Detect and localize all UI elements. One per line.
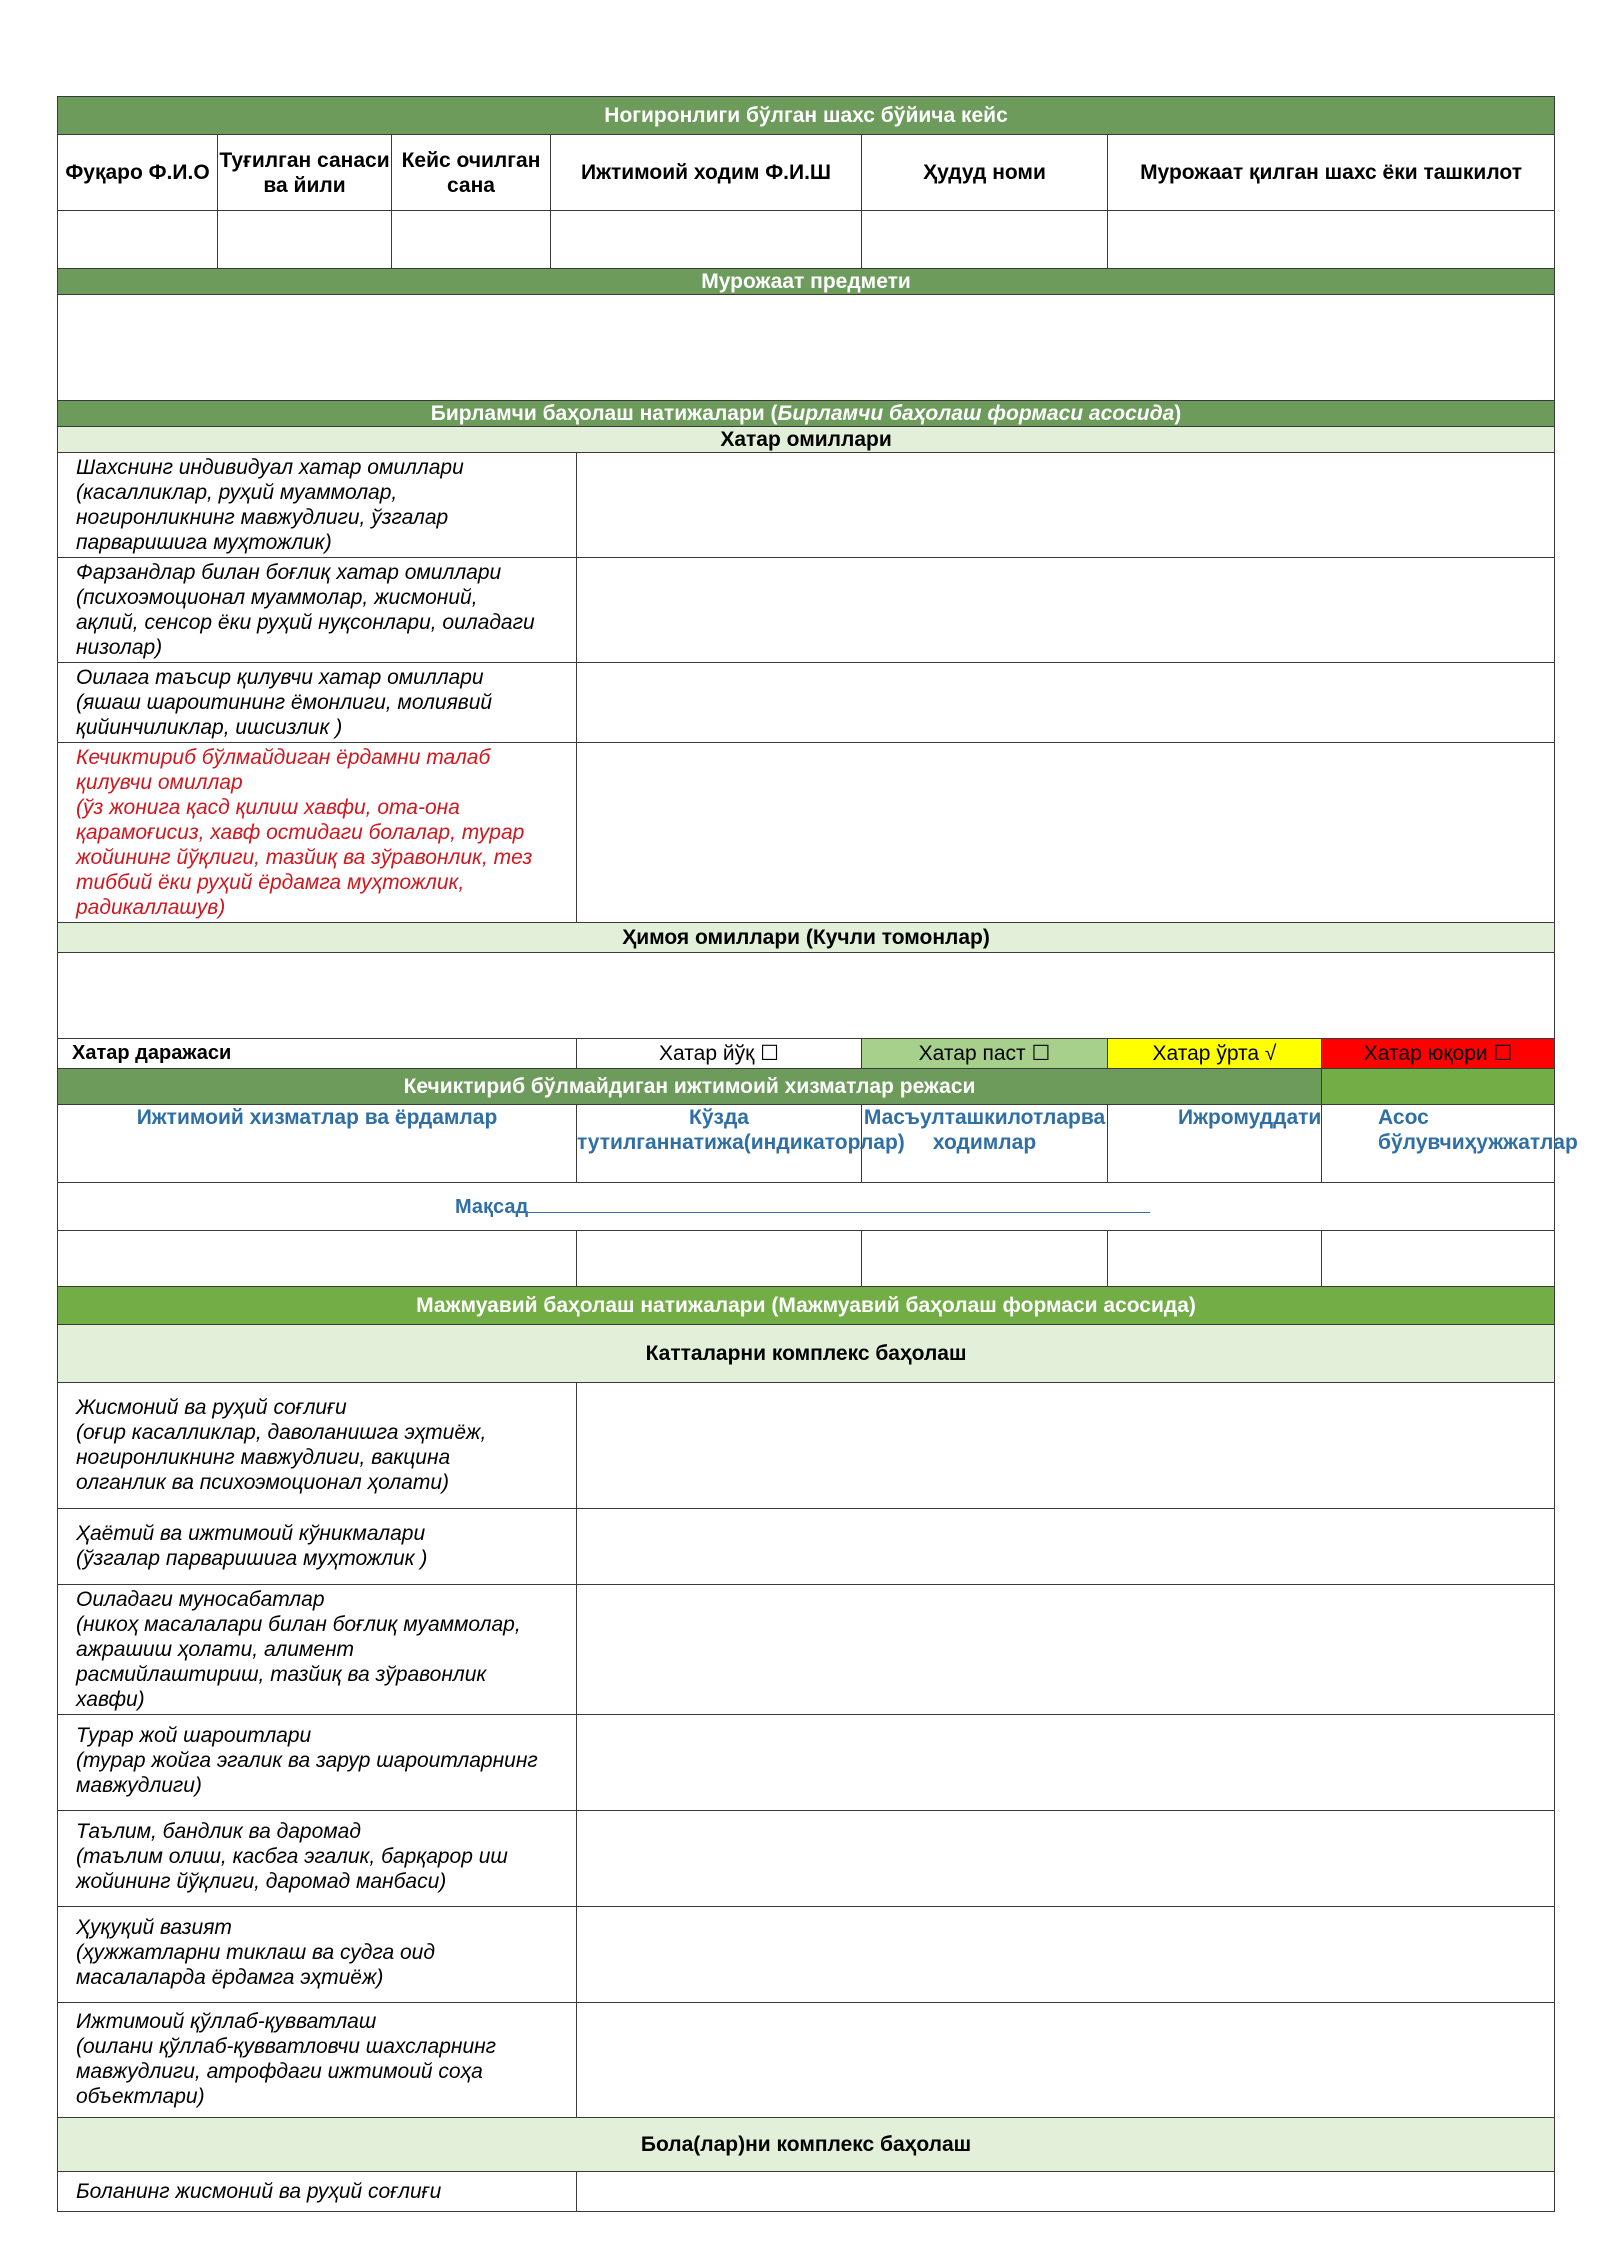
adult-education-label: Таълим, бандлик ва даромад (таълим олиш, касбга эгалик, барқарор иш жойининг йўқлиги, даромад манбаси) (58, 1811, 577, 1907)
field-birth-date[interactable] (218, 211, 392, 269)
adult-housing-label: Турар жой шароитлари (турар жойга эгалик ва зарур шароитларнинг мавжудлиги) (58, 1715, 577, 1811)
adult-health-field[interactable] (577, 1383, 1555, 1509)
risk-level-high-option[interactable]: Хатар юқори ☐ (1322, 1039, 1555, 1069)
risk-level-label: Хатар даражаси (58, 1039, 577, 1069)
urgent-factor-field[interactable] (577, 743, 1555, 923)
plan-col-services: Ижтимоий хизматлар ва ёрдамлар (58, 1105, 577, 1183)
plan-field-deadline[interactable] (1108, 1231, 1322, 1287)
risk-level-none-option[interactable]: Хатар йўқ ☐ (577, 1039, 862, 1069)
field-case-open-date[interactable] (392, 211, 551, 269)
urgent-factor-label: Кечиктириб бўлмайдиган ёрдамни талаб қилувчи омиллар (ўз жонига қасд қилиш хавфи, ота-она қарамоғисиз, хавф остидаги болалар, турар жойининг йўқлиги, тазйиқ ва зўравонлик, тез тиббий ёки руҳий ёрдамга муҳтожлик, радикаллашув) (58, 743, 577, 923)
plan-goal-line[interactable] (528, 1194, 1150, 1213)
adult-health-label: Жисмоний ва руҳий соғлиғи (оғир касалликлар, даволанишга эҳтиёж, ногиронликнинг мавжудлиги, вакцина олганлик ва психоэмоционал ҳолати) (58, 1383, 577, 1509)
header-col-social-worker: Ижтимоий ходим Ф.И.Ш (551, 135, 862, 211)
risk-factor-children-label: Фарзандлар билан боғлиқ хатар омиллари (психоэмоционал муаммолар, жисмоний, ақлий, сенсор ёки руҳий нуқсонлари, оиладаги низолар) (58, 558, 577, 663)
section-subject-title: Мурожаат предмети (58, 269, 1555, 295)
plan-col-responsible: Масъулташкилотларва ходимлар (862, 1105, 1108, 1183)
children-assessment-title: Бола(лар)ни комплекс баҳолаш (58, 2118, 1555, 2172)
risk-level-low-option[interactable]: Хатар паст ☐ (862, 1039, 1108, 1069)
risk-factor-children-field[interactable] (577, 558, 1555, 663)
risk-factor-individual-field[interactable] (577, 453, 1555, 558)
header-col-applicant: Мурожаат қилган шахс ёки ташкилот (1108, 135, 1555, 211)
adult-skills-label: Ҳаётий ва ижтимоий кўникмалари (ўзгалар парваришига муҳтожлик ) (58, 1509, 577, 1585)
adult-legal-label: Ҳуқуқий вазият (ҳужжатларни тиклаш ва судга оид масалаларда ёрдамга эҳтиёж) (58, 1907, 577, 2003)
field-region[interactable] (862, 211, 1108, 269)
field-subject[interactable] (58, 295, 1555, 401)
header-col-case-open-date: Кейс очилган сана (392, 135, 551, 211)
plan-goal-label: Мақсад (455, 1196, 529, 1218)
adult-education-field[interactable] (577, 1811, 1555, 1907)
adult-social-support-field[interactable] (577, 2003, 1555, 2118)
plan-col-expected-result: Кўзда тутилганнатижа(индикаторлар) (577, 1105, 862, 1183)
plan-field-documents[interactable] (1322, 1231, 1555, 1287)
urgent-plan-title: Кечиктириб бўлмайдиган ижтимоий хизматлар режаси (58, 1069, 1322, 1105)
header-col-citizen-name: Фуқаро Ф.И.О (58, 135, 218, 211)
adult-social-support-label: Ижтимоий қўллаб-қувватлаш (оилани қўллаб-қувватловчи шахсларнинг мавжудлиги, атрофдаги ижтимоий соҳа объектлари) (58, 2003, 577, 2118)
case-form-table (57, 96, 1578, 2212)
child-health-field[interactable] (577, 2172, 1555, 2212)
header-col-region: Ҳудуд номи (862, 135, 1108, 211)
child-health-label: Боланинг жисмоний ва руҳий соғлиғи (58, 2172, 577, 2212)
header-col-birth-date: Туғилган санаси ва йили (218, 135, 392, 211)
plan-field-expected-result[interactable] (577, 1231, 862, 1287)
field-applicant[interactable] (1108, 211, 1555, 269)
section-primary-title: Бирламчи баҳолаш натижалари (Бирламчи баҳолаш формаси асосида) (58, 401, 1555, 427)
complex-title: Мажмуавий баҳолаш натижалари (Мажмуавий баҳолаш формаси асосида) (58, 1287, 1555, 1325)
field-citizen-name[interactable] (58, 211, 218, 269)
adult-housing-field[interactable] (577, 1715, 1555, 1811)
plan-field-services[interactable] (58, 1231, 577, 1287)
urgent-plan-title-side (1322, 1069, 1555, 1105)
plan-goal-row (58, 1183, 1555, 1231)
adult-family-relations-field[interactable] (577, 1585, 1555, 1715)
protective-factors-title: Ҳимоя омиллари (Кучли томонлар) (58, 923, 1555, 953)
risk-level-mid-option[interactable]: Хатар ўрта √ (1108, 1039, 1322, 1069)
risk-factor-family-field[interactable] (577, 663, 1555, 743)
plan-col-deadline: Ижромуддати (1108, 1105, 1322, 1183)
form-title: Ногиронлиги бўлган шахс бўйича кейс (58, 97, 1555, 135)
plan-field-responsible[interactable] (862, 1231, 1108, 1287)
adult-skills-field[interactable] (577, 1509, 1555, 1585)
adult-family-relations-label: Оиладаги муносабатлар (никоҳ масалалари билан боғлиқ муаммолар, ажрашиш ҳолати, алимент расмийлаштириш, тазйиқ ва зўравонлик хавфи) (58, 1585, 577, 1715)
adult-legal-field[interactable] (577, 1907, 1555, 2003)
risk-factor-family-label: Оилага таъсир қилувчи хатар омиллари (яшаш шароитининг ёмонлиги, молиявий қийинчиликлар, ишсизлик ) (58, 663, 577, 743)
plan-col-documents: Асос бўлувчиҳужжатлар (1322, 1105, 1555, 1183)
protective-factors-field[interactable] (58, 953, 1555, 1039)
risk-factors-title: Хатар омиллари (58, 427, 1555, 453)
risk-factor-individual-label: Шахснинг индивидуал хатар омиллари (касалликлар, руҳий муаммолар, ногиронликнинг мавжудлиги, ўзгалар парваришига муҳтожлик) (58, 453, 577, 558)
field-social-worker[interactable] (551, 211, 862, 269)
adults-assessment-title: Катталарни комплекс баҳолаш (58, 1325, 1555, 1383)
